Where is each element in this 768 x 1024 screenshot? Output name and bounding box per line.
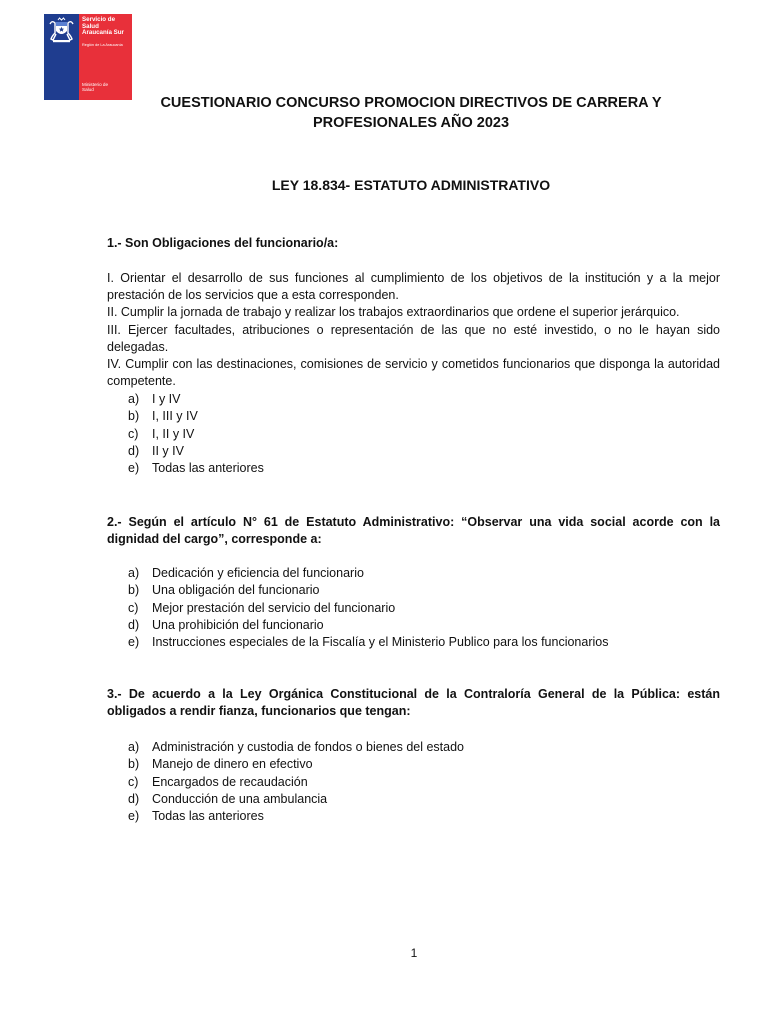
option-item: b) Una obligación del funcionario: [128, 583, 320, 598]
statement-iv: IV. Cumplir con las destinaciones, comisiones de servicio y cometidos funcionarios que disponga la autoridad competente.: [107, 357, 720, 389]
servicio-salud-logo: [44, 14, 132, 100]
option-item: d) II y IV: [128, 443, 184, 458]
option-item: d) Conducción de una ambulancia: [128, 791, 328, 806]
option-item: a) Dedicación y eficiencia del funcionario: [128, 566, 364, 580]
question-2-options: [128, 565, 608, 651]
question-1-statements: [107, 270, 720, 390]
document-title: CUESTIONARIO CONCURSO PROMOCION DIRECTIVOS DE CARRERA Y PROFESIONALES AÑO 2023: [160, 95, 662, 131]
document-subtitle: LEY 18.834- ESTATUTO ADMINISTRATIVO: [271, 177, 551, 193]
option-item: b) I, III y IV: [128, 409, 198, 424]
option-item: c) Mejor prestación del servicio del funcionario: [128, 600, 396, 615]
logo-blue-panel: [44, 14, 79, 100]
question-3-heading: 3.- De acuerdo a la Ley Orgánica Constitucional de la Contraloría General de la Pública: están obligados a rendir fianza, funcionarios que tengan:: [107, 687, 720, 718]
option-item: b) Manejo de dinero en efectivo: [128, 757, 313, 772]
statement-ii: II. Cumplir la jornada de trabajo y realizar los trabajos extraordinarios que ordene el superior jerárquico.: [107, 305, 680, 320]
option-item: a) Administración y custodia de fondos o bienes del estado: [128, 740, 464, 754]
option-item: d) Una prohibición del funcionario: [128, 617, 324, 632]
option-item: e) Todas las anteriores: [128, 461, 264, 476]
logo-red-panel: [79, 14, 132, 100]
page-number: 1: [410, 946, 418, 960]
question-1-options: [128, 391, 264, 477]
chile-coat-of-arms-icon: [47, 17, 76, 44]
option-item: c) I, II y IV: [128, 426, 195, 441]
logo-service-name: Servicio de Salud Araucanía Sur: [82, 16, 124, 37]
question-3-options: [128, 739, 464, 825]
option-item: a) I y IV: [128, 392, 181, 406]
statement-iii: III. Ejercer facultades, atribuciones o representación de las que no esté investido, o no le hayan sido delegadas.: [107, 322, 720, 354]
option-item: e) Instrucciones especiales de la Fiscalía y el Ministerio Publico para los funcionarios: [128, 635, 609, 650]
statement-i: I. Orientar el desarrollo de sus funciones al cumplimiento de los objetivos de la institución y a la mejor prestación de los servicios que a esta corresponden.: [107, 271, 720, 303]
question-1-heading: 1.- Son Obligaciones del funcionario/a:: [107, 236, 339, 250]
question-2-heading: 2.- Según el artículo N° 61 de Estatuto Administrativo: “Observar una vida social acorde con la dignidad del cargo”, corresponde a:: [107, 515, 720, 546]
logo-ministry: Ministerio de Salud: [82, 82, 109, 93]
logo-region: Región de La Araucanía: [82, 43, 123, 47]
option-item: c) Encargados de recaudación: [128, 774, 308, 789]
option-item: e) Todas las anteriores: [128, 809, 264, 824]
